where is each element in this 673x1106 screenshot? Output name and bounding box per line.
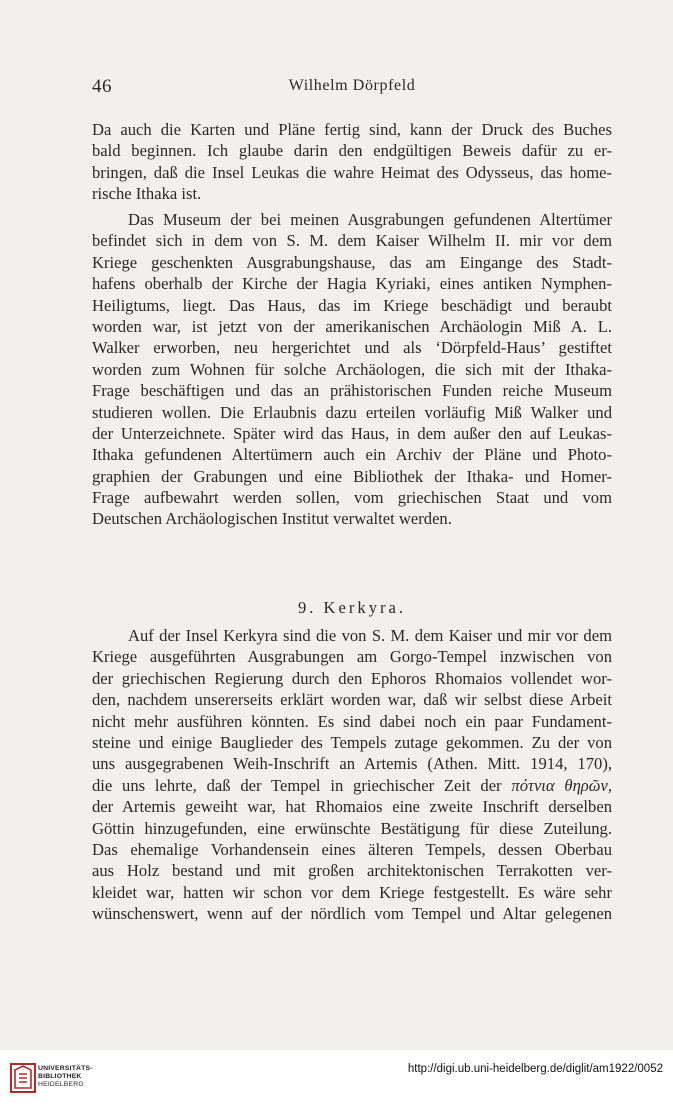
text-line: Walker erworben, neu hergerichtet und als ‘Dörpfeld-Haus’ gestiftet xyxy=(92,338,612,358)
text-line: graphien der Grabungen und eine Bibliothek der Ithaka- und Homer- xyxy=(92,466,612,486)
source-url-link[interactable]: http://digi.ub.uni-heidelberg.de/diglit/am1922/0052 xyxy=(407,1063,663,1075)
text-line: Heiligtums, liegt. Das Haus, das im Kriege beschädigt und beraubt xyxy=(92,295,612,315)
text-line: befindet sich in dem von S. M. dem Kaiser Wilhelm II. mir vor dem xyxy=(92,231,612,251)
paragraph-3 xyxy=(92,625,612,924)
greek-phrase: πότνια θηρῶν, xyxy=(511,775,612,795)
section-title: 9. Kerkyra. xyxy=(297,598,407,617)
text-line: Da auch die Karten und Pläne fertig sind, kann der Druck des Buches xyxy=(92,120,612,139)
text-line: Auf der Insel Kerkyra sind die von S. M. dem Kaiser und mir vor dem xyxy=(128,626,612,645)
paragraph-1 xyxy=(92,119,612,205)
text-line: Das Museum der bei meinen Ausgrabungen gefundenen Altertümer xyxy=(128,210,612,229)
paragraph-2 xyxy=(92,209,612,530)
text-segment: die uns lehrte, daß der Tempel in griechischer Zeit der xyxy=(92,775,502,795)
text-line-with-greek xyxy=(92,775,612,796)
text-line: wünschenswert, wenn auf der nördlich vom Tempel und Altar gelegenen xyxy=(92,904,612,924)
text-line: Das ehemalige Vorhandensein eines älteren Tempels, dessen Oberbau xyxy=(92,839,612,859)
library-name-line: BIBLIOTHEK xyxy=(38,1073,82,1080)
text-line: Kriege ausgeführten Ausgrabungen am Gorgo-Tempel inzwischen von xyxy=(92,647,612,667)
text-line: uns ausgegrabenen Weih-Inschrift an Artemis (Athen. Mitt. 1914, 170), xyxy=(92,754,612,774)
text-line: steine und einige Bauglieder des Tempels zutage gekommen. Zu der von xyxy=(92,732,612,752)
text-line: aus Holz bestand und mit großen architektonischen Terrakotten ver- xyxy=(92,861,612,881)
text-line: der Unterzeichnete. Später wird das Haus, in dem außer den auf Leukas- xyxy=(92,423,612,443)
library-name-line: HEIDELBERG xyxy=(38,1081,84,1088)
text-line: Frage beschäftigen und das an prähistorischen Funden reiche Museum xyxy=(92,381,612,401)
text-line: Deutschen Archäologischen Institut verwaltet werden. xyxy=(92,509,452,529)
library-name xyxy=(38,1065,93,1089)
footer-bar xyxy=(0,1050,673,1106)
page-header xyxy=(92,76,612,100)
text-line: den, nachdem unsererseits erklärt worden war, daß wir selbst diese Arbeit xyxy=(92,690,612,710)
text-line: worden zum Wohnen für solche Archäologen, die sich mit der Ithaka- xyxy=(92,359,612,379)
text-line: rische Ithaka ist. xyxy=(92,184,202,204)
text-line: kleidet war, hatten wir schon vor dem Kriege festgestellt. Es wäre sehr xyxy=(92,882,612,902)
text-line: Ithaka gefundenen Altertümern auch ein Archiv der Pläne und Photo- xyxy=(92,445,612,465)
running-head: Wilhelm Dörpfeld xyxy=(288,77,416,94)
text-line: hafens oberhalb der Kirche der Hagia Kyriaki, eines antiken Nymphen- xyxy=(92,274,612,294)
page-number: 46 xyxy=(92,76,112,97)
text-line: nicht mehr ausführen könnten. Es sind dabei noch ein paar Fundament- xyxy=(92,711,612,731)
text-line: studieren wollen. Die Erlaubnis dazu erteilen vorläufig Miß Walker und xyxy=(92,402,612,422)
text-line: Göttin hinzugefunden, eine erwünschte Bestätigung für diese Zuteilung. xyxy=(92,818,612,838)
text-line: der Artemis geweiht war, hat Rhomaios eine zweite Inschrift derselben xyxy=(92,797,612,817)
text-line: der griechischen Regierung durch den Ephoros Rhomaios vollendet wor- xyxy=(92,668,612,688)
library-logo-icon xyxy=(10,1062,36,1094)
text-line: bald beginnen. Ich glaube darin den endgültigen Beweis dafür zu er- xyxy=(92,141,612,161)
text-line: worden war, ist jetzt von der amerikanischen Archäologin Miß A. L. xyxy=(92,316,612,336)
library-name-line: UNIVERSITÄTS- xyxy=(38,1065,93,1072)
text-line: bringen, daß die Insel Leukas die wahre Heimat des Odysseus, das home- xyxy=(92,162,612,182)
text-line: Kriege geschenkten Ausgrabungshause, das am Eingange des Stadt- xyxy=(92,252,612,272)
text-line: Frage aufbewahrt werden sollen, vom griechischen Staat und vom xyxy=(92,488,612,508)
